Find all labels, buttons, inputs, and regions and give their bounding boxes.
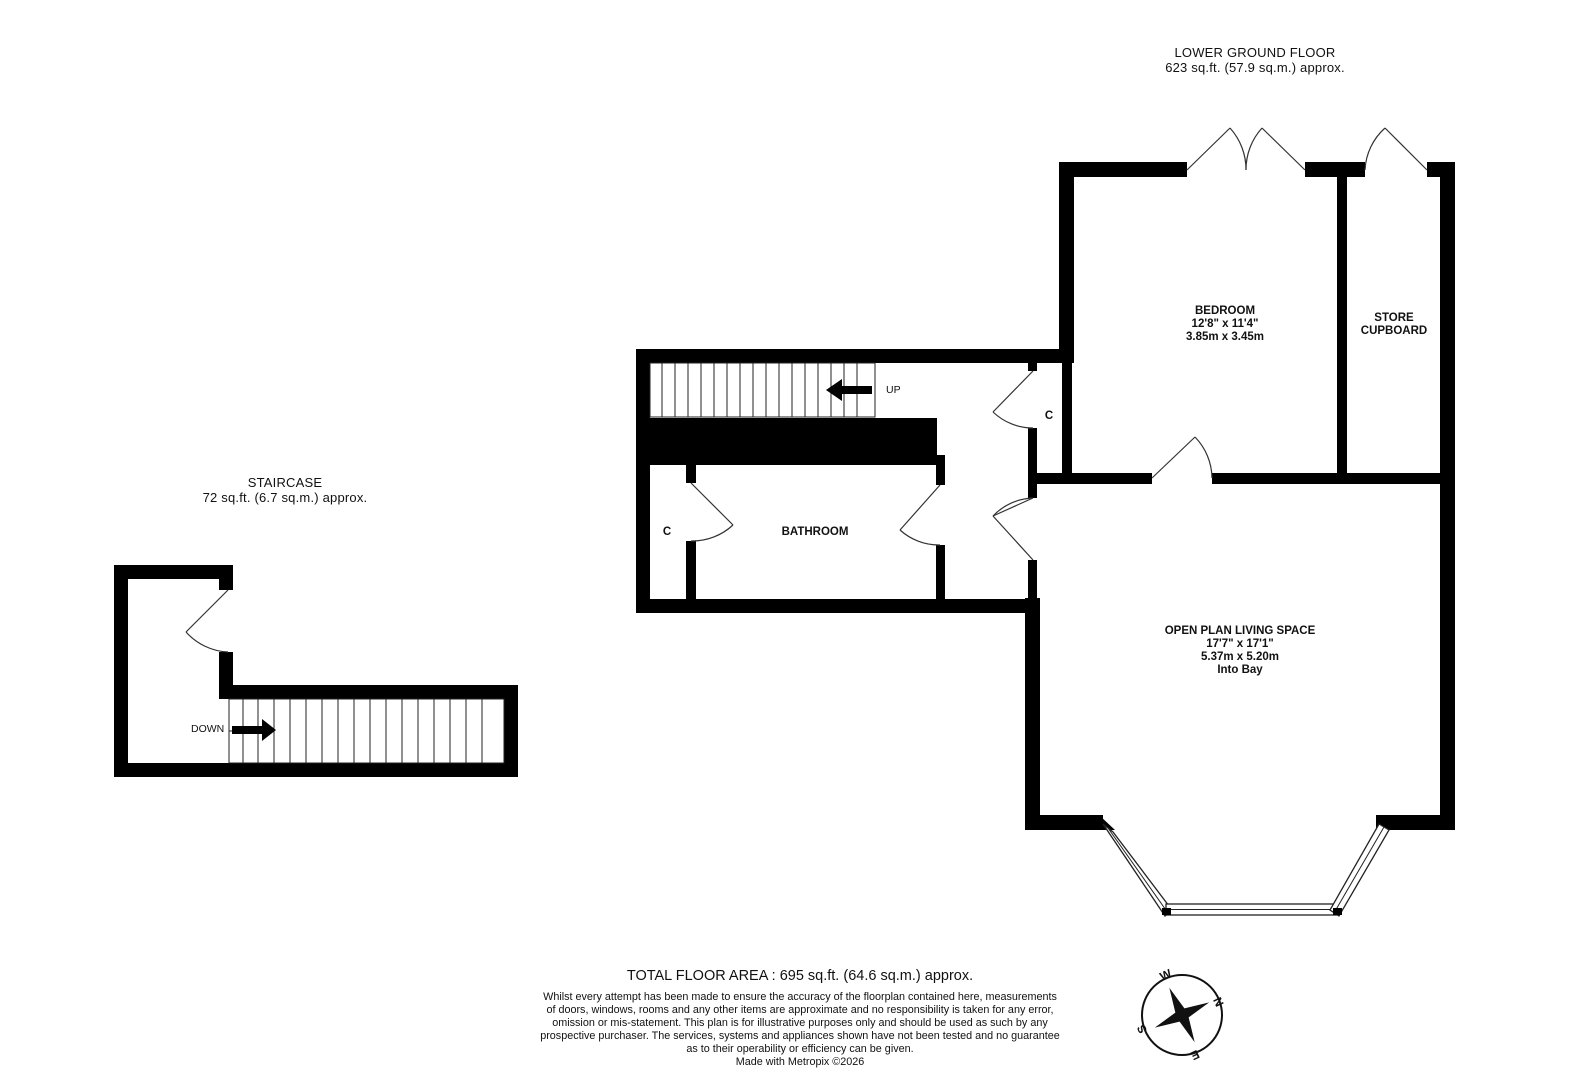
disclaimer-line: Whilst every attempt has been made to ensure the accuracy of the floorplan contained here, measurements xyxy=(543,991,1057,1003)
staircase-area: 72 sq.ft. (6.7 sq.m.) approx. xyxy=(202,490,368,505)
living-imperial: 17'7" x 17'1" xyxy=(1206,638,1274,650)
staircase-plan xyxy=(114,565,518,777)
cupboard-label-corridor: C xyxy=(1044,410,1054,422)
disclaimer-line: omission or mis-statement. This plan is for illustrative purposes only and should be used as such by any xyxy=(552,1017,1048,1029)
living-name: OPEN PLAN LIVING SPACE xyxy=(1164,625,1316,637)
store-line-2: CUPBOARD xyxy=(1360,325,1428,337)
lower-ground-area: 623 sq.ft. (57.9 sq.m.) approx. xyxy=(1165,60,1345,75)
bathroom-label xyxy=(745,526,885,539)
disclaimer-line: of doors, windows, rooms and any other items are approximate and no responsibility is taken for any error, xyxy=(546,1004,1054,1016)
store-line-1: STORE xyxy=(1374,312,1414,324)
lower-ground-header xyxy=(1110,45,1400,75)
credit-line: Made with Metropix ©2026 xyxy=(735,1056,865,1068)
staircase-door xyxy=(186,590,228,652)
disclaimer xyxy=(490,991,1110,1069)
bedroom-label xyxy=(1125,305,1325,344)
total-floor-area: TOTAL FLOOR AREA : 695 sq.ft. (64.6 sq.m.) approx. xyxy=(626,968,974,984)
living-space-label xyxy=(1125,625,1355,677)
compass-e: E xyxy=(1188,1046,1202,1064)
cupboard-label-bathroom: C xyxy=(662,526,672,538)
lower-ground-title: LOWER GROUND FLOOR xyxy=(1174,45,1336,60)
bedroom-metric: 3.85m x 3.45m xyxy=(1185,331,1264,343)
living-note: Into Bay xyxy=(1217,664,1263,676)
living-metric: 5.37m x 5.20m xyxy=(1200,651,1279,663)
bathroom-name: BATHROOM xyxy=(781,526,849,538)
compass-s: S xyxy=(1133,1022,1151,1036)
up-label: UP xyxy=(886,384,901,396)
lower-ground-plan xyxy=(636,128,1455,916)
down-arrow-icon xyxy=(232,719,276,741)
compass-w: W xyxy=(1157,966,1174,984)
compass-n: N xyxy=(1210,995,1227,1009)
store-cupboard-label xyxy=(1347,312,1441,338)
up-arrow-icon xyxy=(826,379,872,401)
bedroom-imperial: 12'8" x 11'4" xyxy=(1191,318,1259,330)
bay-window xyxy=(1103,824,1389,916)
staircase-title: STAIRCASE xyxy=(247,475,323,490)
down-label: DOWN xyxy=(191,723,225,735)
disclaimer-line: as to their operability or efficiency can be given. xyxy=(686,1043,914,1055)
bedroom-name: BEDROOM xyxy=(1194,305,1256,317)
staircase-header xyxy=(140,475,430,505)
compass-rose-icon xyxy=(1142,975,1222,1055)
disclaimer-line: prospective purchaser. The services, systems and appliances shown have not been tested and no guarantee xyxy=(540,1030,1060,1042)
